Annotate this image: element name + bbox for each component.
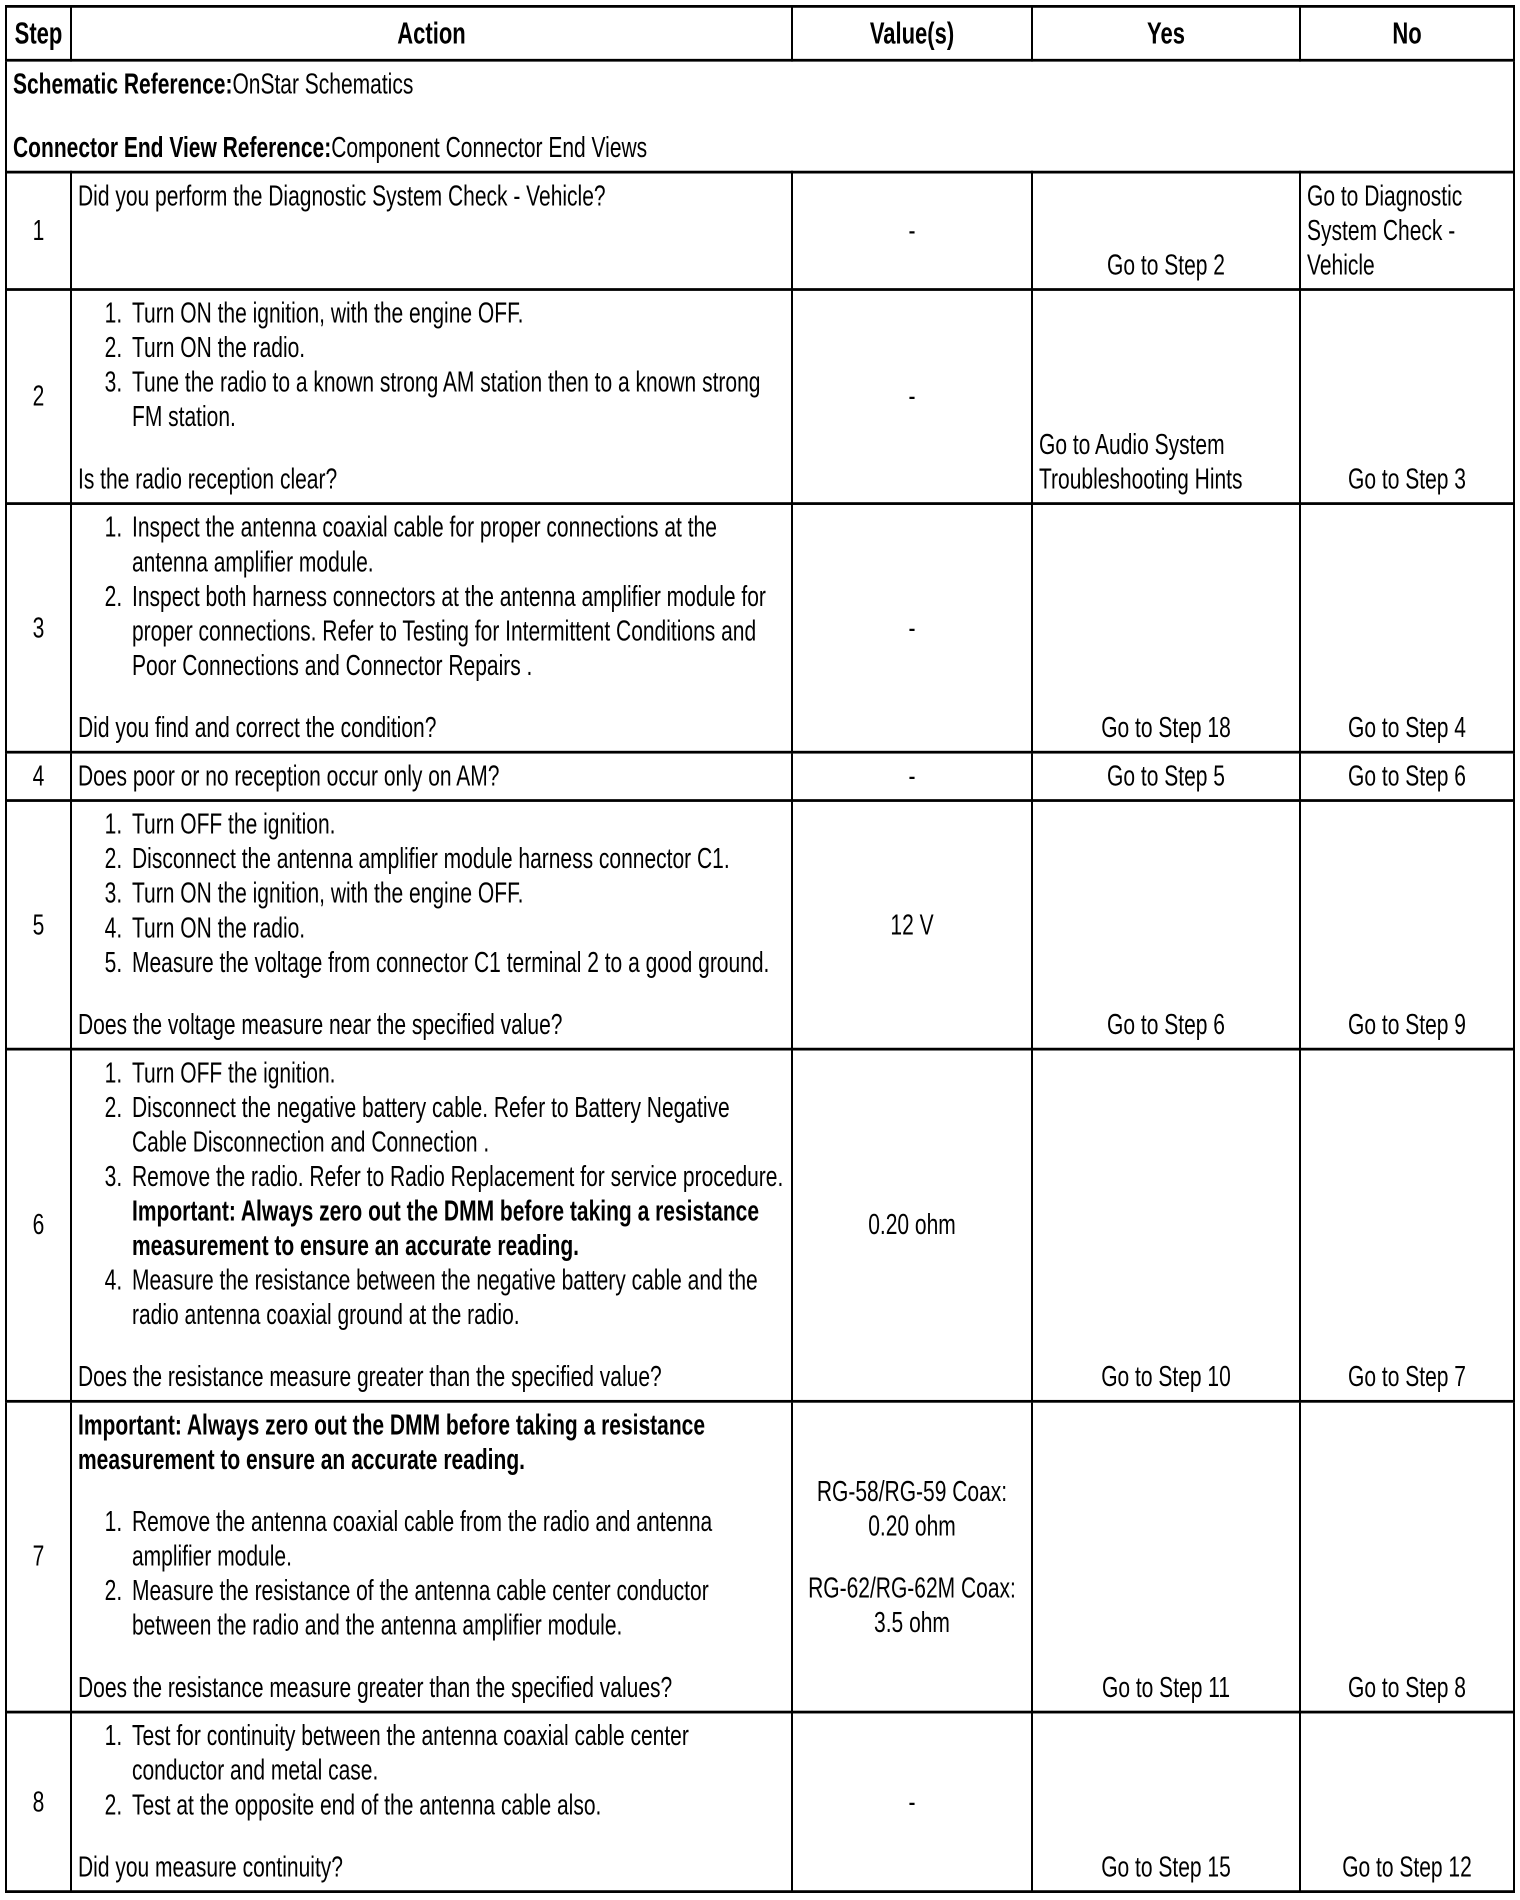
- action-cell: [71, 504, 792, 753]
- header-yes: Yes: [1032, 6, 1300, 60]
- step-number: 2: [6, 290, 71, 504]
- action-item: 5. Measure the voltage from connector C1 terminal 2 to a good ground.: [128, 946, 785, 981]
- header-action: Action: [71, 6, 792, 60]
- step-number: 6: [6, 1049, 71, 1401]
- connector-reference-link[interactable]: Component Connector End Views: [331, 132, 648, 164]
- action-question: Does poor or no reception occur only on AM?: [78, 760, 500, 793]
- no-link[interactable]: Go to Step 4: [1300, 504, 1514, 753]
- no-link[interactable]: Go to Step 8: [1300, 1401, 1514, 1712]
- schematic-reference-link[interactable]: OnStar Schematics: [232, 68, 414, 101]
- yes-link[interactable]: Go to Step 18: [1032, 504, 1300, 753]
- action-cell: [71, 172, 792, 289]
- action-item: 3. Tune the radio to a known strong AM station then to a known strong FM station.: [128, 365, 785, 434]
- action-item: 2. Turn ON the radio.: [128, 331, 785, 366]
- value-coax-b: RG-62/RG-62M Coax: 3.5 ohm: [808, 1571, 1016, 1639]
- no-link[interactable]: Go to Step 9: [1300, 801, 1514, 1050]
- value-cell: [792, 1401, 1032, 1712]
- action-question: Did you find and correct the condition?: [78, 712, 437, 744]
- value-cell: -: [792, 504, 1032, 753]
- action-question: Did you perform the Diagnostic System Check - Vehicle?: [78, 180, 606, 213]
- reference-row: [6, 60, 1514, 172]
- connector-reference: [13, 131, 1507, 166]
- yes-link[interactable]: Go to Step 11: [1032, 1401, 1300, 1712]
- action-question: Does the resistance measure greater than the specified value?: [78, 1361, 662, 1394]
- yes-link[interactable]: Go to Step 5: [1032, 752, 1300, 800]
- no-link[interactable]: Go to Step 7: [1300, 1049, 1514, 1401]
- action-item: 1. Turn OFF the ignition.: [128, 1056, 785, 1091]
- table-row: [6, 1049, 1514, 1401]
- yes-link[interactable]: Go to Audio System Troubleshooting Hints: [1032, 290, 1300, 504]
- action-cell: [71, 1401, 792, 1712]
- action-item: 1. Remove the antenna coaxial cable from the radio and antenna amplifier module.: [128, 1505, 785, 1574]
- value-cell: -: [792, 1712, 1032, 1892]
- action-cell: [71, 290, 792, 504]
- value-coax-a: RG-58/RG-59 Coax: 0.20 ohm: [816, 1475, 1008, 1542]
- schematic-reference: [13, 67, 1507, 102]
- action-list: [78, 807, 785, 980]
- table-row: [6, 1401, 1514, 1712]
- table-row: [6, 801, 1514, 1050]
- action-list: [78, 1056, 785, 1332]
- action-item: 2. Disconnect the negative battery cable. Refer to Battery Negative Cable Disconnection and Connection .: [128, 1091, 785, 1160]
- value-cell: 12 V: [792, 801, 1032, 1050]
- action-item: 1. Test for continuity between the antenna coaxial cable center conductor and metal case.: [128, 1719, 785, 1788]
- action-cell: [71, 1049, 792, 1401]
- action-item: 2. Measure the resistance of the antenna cable center conductor between the radio and the antenna amplifier module.: [128, 1574, 785, 1643]
- schematic-reference-label: Schematic Reference:: [13, 68, 233, 101]
- important-note: Important: Always zero out the DMM before taking a resistance measurement to ensure an accurate reading.: [78, 1409, 706, 1476]
- action-list: [78, 510, 785, 683]
- no-link[interactable]: Go to Step 6: [1300, 752, 1514, 800]
- yes-link[interactable]: Go to Step 2: [1032, 172, 1300, 289]
- action-question: Is the radio reception clear?: [78, 463, 338, 496]
- action-question: Does the voltage measure near the specified value?: [78, 1009, 563, 1041]
- yes-link[interactable]: Go to Step 6: [1032, 801, 1300, 1050]
- action-item: 1. Turn OFF the ignition.: [128, 807, 785, 842]
- no-link[interactable]: Go to Diagnostic System Check - Vehicle: [1300, 172, 1514, 289]
- action-cell: [71, 801, 792, 1050]
- action-list: [78, 296, 785, 434]
- diagnostic-table: [5, 5, 1515, 1893]
- table-row: [6, 752, 1514, 800]
- connector-reference-label: Connector End View Reference:: [13, 132, 332, 164]
- action-cell: [71, 752, 792, 800]
- value-cell: 0.20 ohm: [792, 1049, 1032, 1401]
- action-question: Did you measure continuity?: [78, 1851, 343, 1884]
- header-no: No: [1300, 6, 1514, 60]
- no-link[interactable]: Go to Step 12: [1300, 1712, 1514, 1892]
- action-item: 2. Disconnect the antenna amplifier module harness connector C1.: [128, 842, 785, 877]
- action-item: 1. Turn ON the ignition, with the engine OFF.: [128, 296, 785, 331]
- action-item: 1. Inspect the antenna coaxial cable for proper connections at the antenna amplifier module.: [128, 510, 785, 579]
- action-item: 4. Turn ON the radio.: [128, 911, 785, 946]
- yes-link[interactable]: Go to Step 10: [1032, 1049, 1300, 1401]
- action-item: [128, 1160, 785, 1264]
- action-cell: [71, 1712, 792, 1892]
- yes-link[interactable]: Go to Step 15: [1032, 1712, 1300, 1892]
- diagnostic-table-container: [5, 5, 1513, 1893]
- action-item: 2. Inspect both harness connectors at the antenna amplifier module for proper connections. Refer to Testing for Intermittent Conditions and Poor Connections and Connector Repairs .: [128, 580, 785, 684]
- header-step: Step: [6, 6, 71, 60]
- action-item: 4. Measure the resistance between the negative battery cable and the radio antenna coaxial ground at the radio.: [128, 1263, 785, 1332]
- step-number: 3: [6, 504, 71, 753]
- step-number: 4: [6, 752, 71, 800]
- value-cell: -: [792, 290, 1032, 504]
- step-number: 8: [6, 1712, 71, 1892]
- value-cell: -: [792, 172, 1032, 289]
- table-row: [6, 172, 1514, 289]
- table-row: [6, 1712, 1514, 1892]
- no-link[interactable]: Go to Step 3: [1300, 290, 1514, 504]
- header-values: Value(s): [792, 6, 1032, 60]
- table-row: [6, 290, 1514, 504]
- action-list: [78, 1719, 785, 1823]
- action-item: 2. Test at the opposite end of the antenna cable also.: [128, 1788, 785, 1823]
- action-item: 3. Turn ON the ignition, with the engine OFF.: [128, 876, 785, 911]
- action-question: Does the resistance measure greater than the specified values?: [78, 1672, 673, 1704]
- header-row: [6, 6, 1514, 60]
- value-cell: -: [792, 752, 1032, 800]
- step-number: 7: [6, 1401, 71, 1712]
- step-number: 1: [6, 172, 71, 289]
- step-number: 5: [6, 801, 71, 1050]
- table-row: [6, 504, 1514, 753]
- action-item-text: Remove the radio. Refer to Radio Replacement for service procedure.: [132, 1161, 784, 1193]
- reference-cell: [6, 60, 1514, 172]
- action-list: [78, 1505, 785, 1643]
- important-note: Important: Always zero out the DMM before taking a resistance measurement to ensure an accurate reading.: [132, 1195, 760, 1262]
